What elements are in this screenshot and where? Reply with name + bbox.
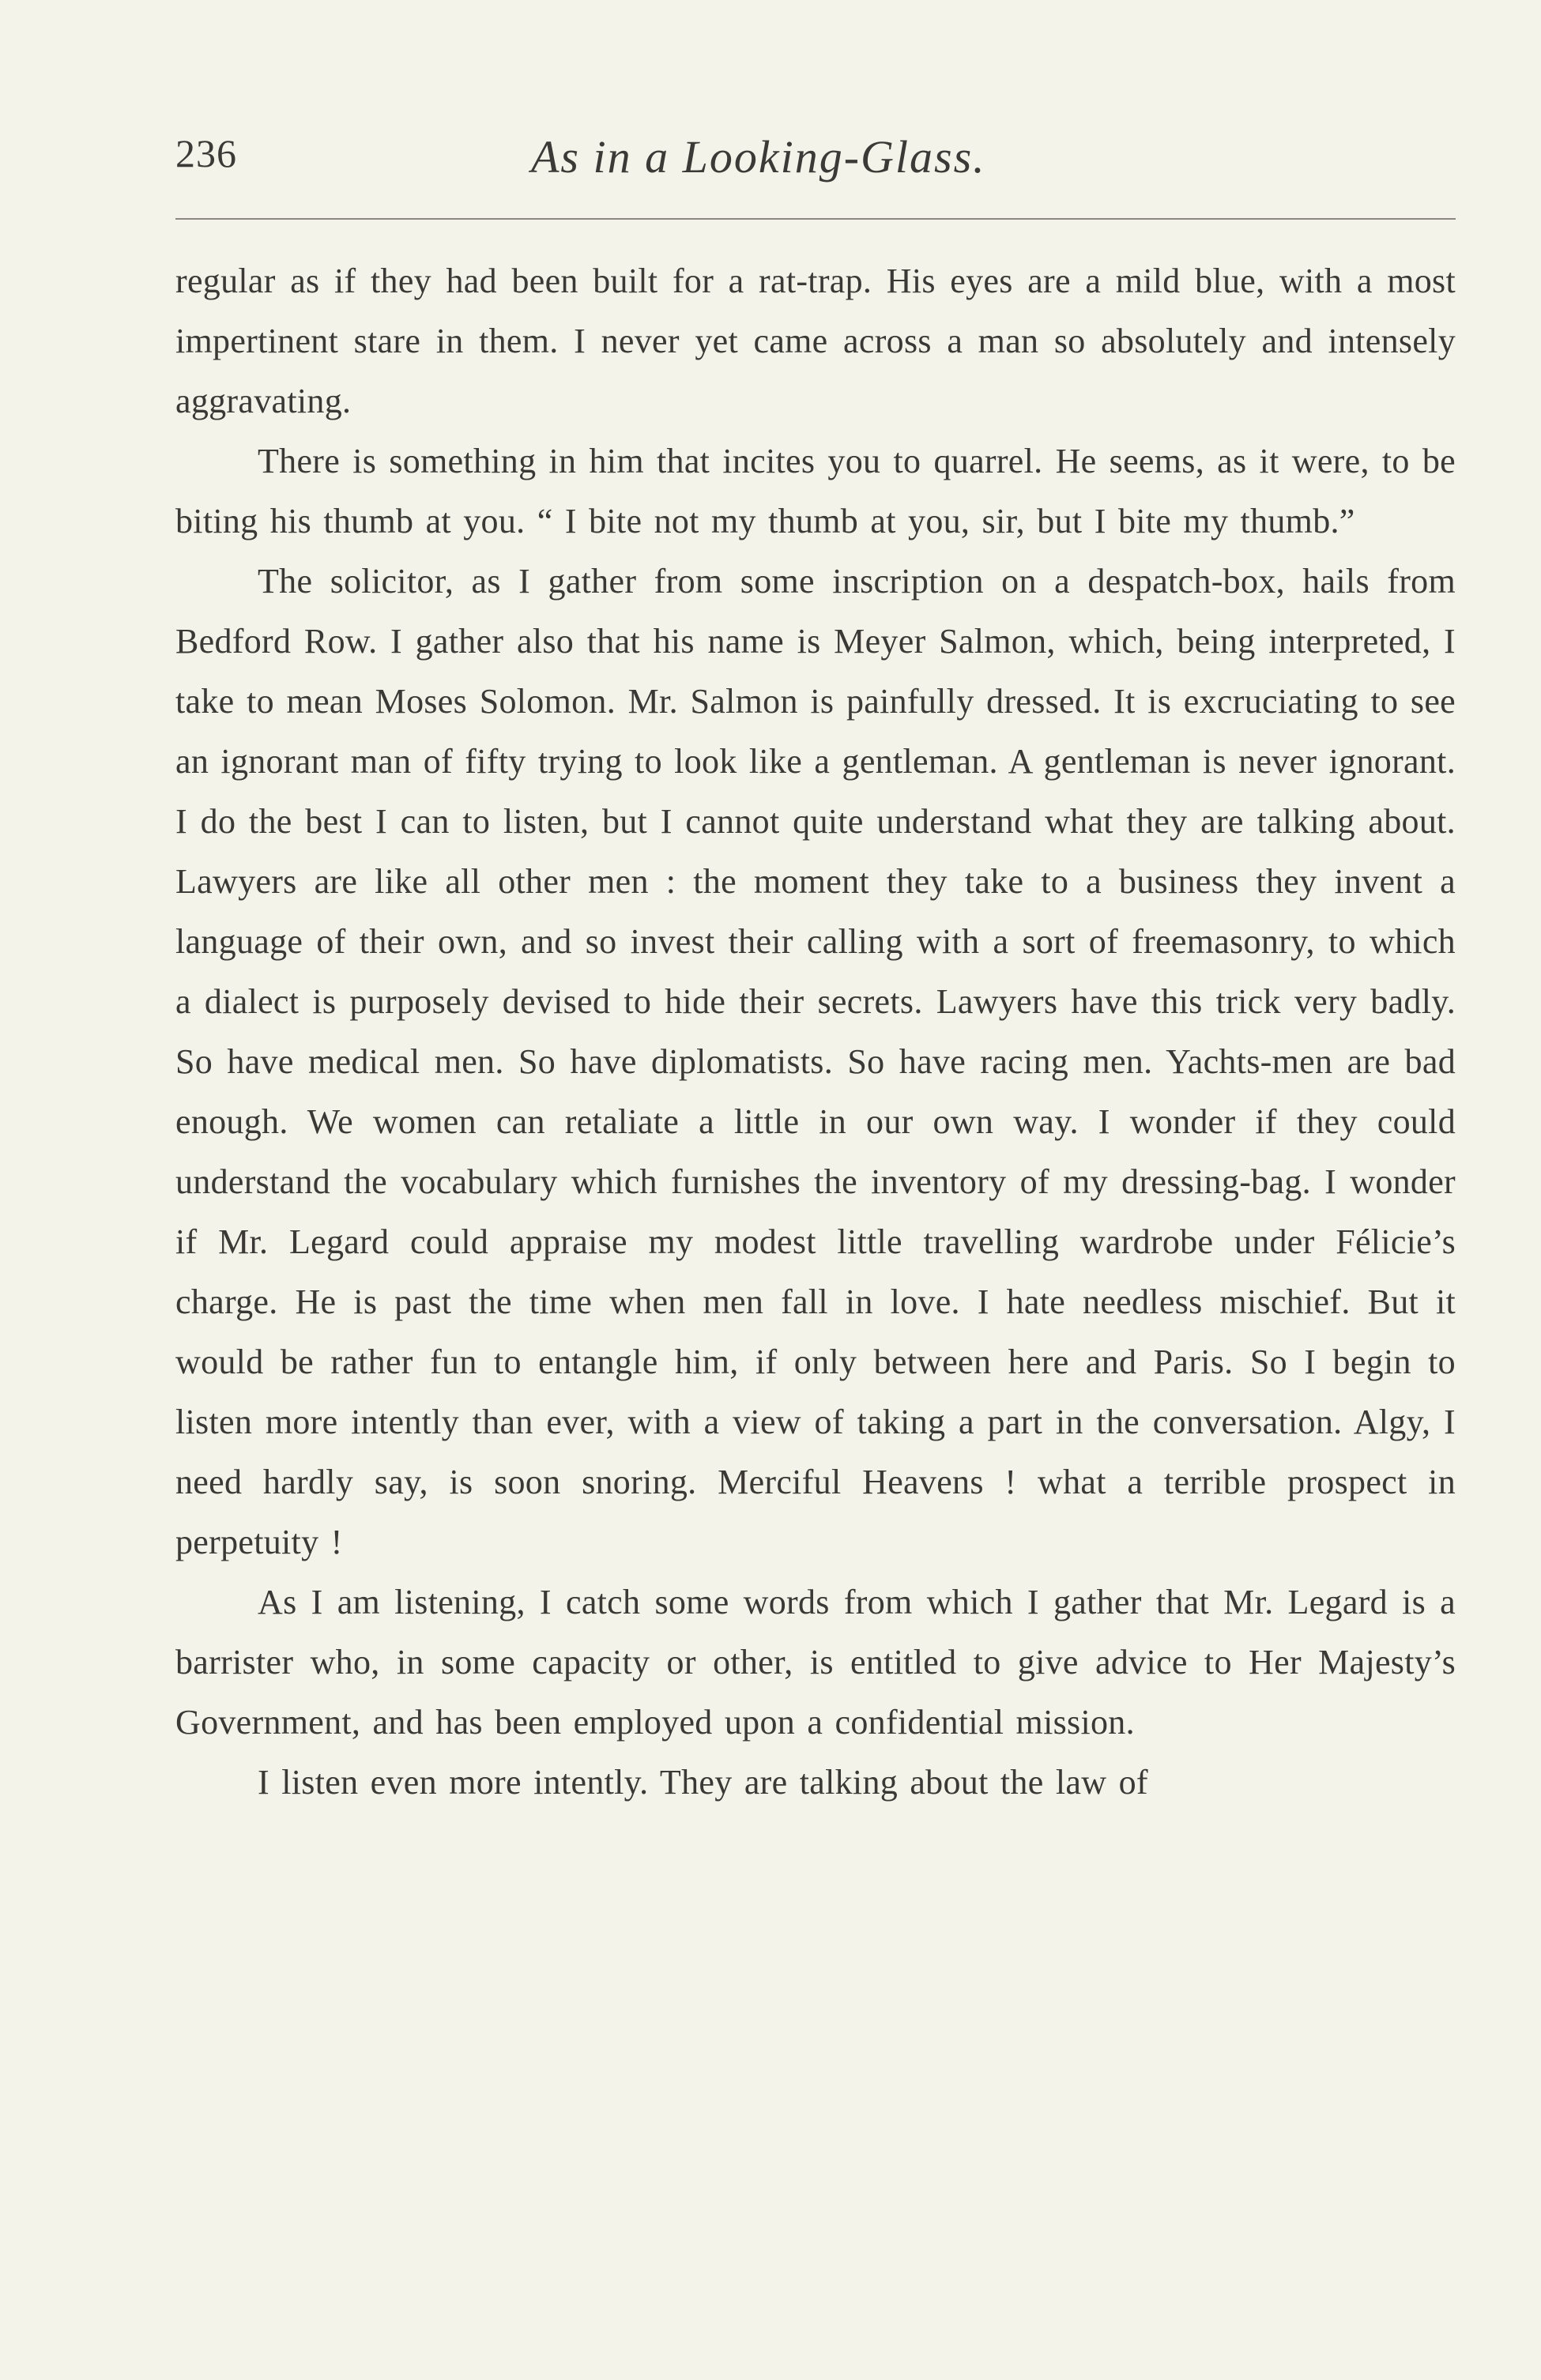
page-header	[175, 130, 1456, 201]
header-rule	[175, 218, 1456, 220]
paragraph: There is something in him that incites you to quarrel. He seems, as it were, to be biting his thumb at you. “ I bite not my thumb at you, sir, but I bite my thumb.”	[175, 442, 1456, 540]
page-number: 236	[175, 131, 237, 175]
paragraph: As I am listening, I catch some words from which I gather that Mr. Legard is a barrister who, in some capacity or other, is entitled to give advice to Her Majesty’s Government, and has been employed upon a confidential mission.	[175, 1583, 1456, 1742]
body-text	[175, 251, 1456, 1813]
paragraph: The solicitor, as I gather from some inscription on a despatch-box, hails from Bedford Row. I gather also that his name is Meyer Salmon, which, being interpreted, I take to mean Moses Solomon. Mr. Salmon is painfully dressed. It is excruciating to see an ignorant man of fifty trying to look like a gentleman. A gentleman is never ignorant. I do the best I can to listen, but I cannot quite understand what they are talking about. Lawyers are like all other men : the moment they take to a business they invent a language of their own, and so invest their calling with a sort of freemasonry, to which a dialect is purposely devised to hide their secrets. Lawyers have this trick very badly. So have medical men. So have diplomatists. So have racing men. Yachts-men are bad enough. We women can retaliate a little in our own way. I wonder if they could understand the vocabulary which furnishes the inventory of my dressing-bag. I wonder if Mr. Legard could appraise my modest little travelling wardrobe under Félicie’s charge. He is past the time when men fall in love. I hate needless mischief. But it would be rather fun to entangle him, if only between here and Paris. So I begin to listen more intently than ever, with a view of taking a part in the conversation. Algy, I need hardly say, is soon snoring. Merciful Heavens ! what a terrible prospect in perpetuity !	[175, 562, 1456, 1561]
paragraph: I listen even more intently. They are talking about the law of	[258, 1763, 1148, 1802]
running-title: As in a Looking-Glass.	[531, 131, 986, 183]
paragraph: regular as if they had been built for a rat-trap. His eyes are a mild blue, with a most impertinent stare in them. I never yet came across a man so absolutely and intensely aggravating.	[175, 262, 1456, 420]
